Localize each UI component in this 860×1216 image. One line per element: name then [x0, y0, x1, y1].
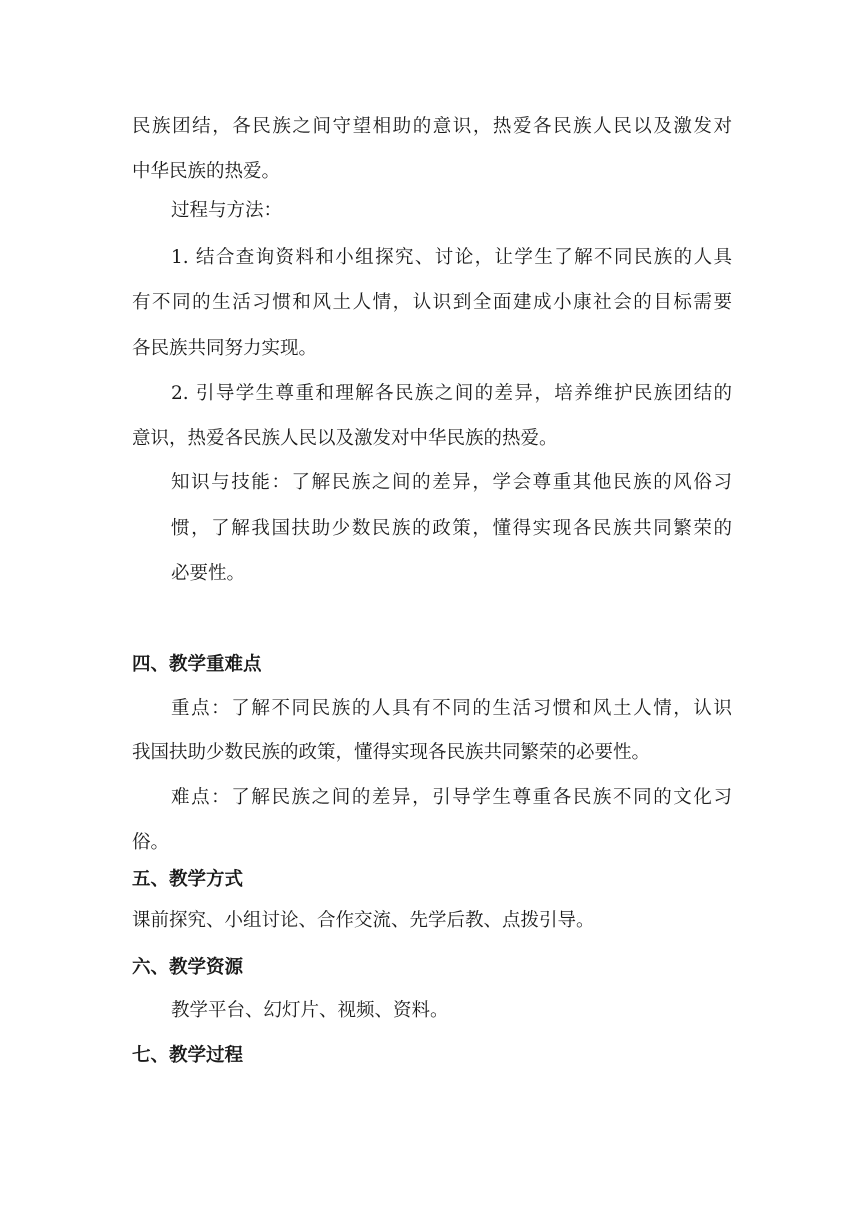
text-line: 知识与技能：了解民族之间的差异，学会尊重其他民族的风俗习 [171, 472, 732, 493]
section-heading-4: 四、教学重难点 [132, 654, 262, 675]
section-heading-7: 七、教学过程 [132, 1045, 244, 1066]
subheading-process-method: 过程与方法： [171, 200, 283, 221]
section-heading-6: 六、教学资源 [132, 957, 244, 978]
text-line: 难点：了解民族之间的差异，引导学生尊重各民族不同的文化习 [171, 787, 732, 808]
text-line: 2. 引导学生尊重和理解各民族之间的差异，培养维护民族团结的 [171, 383, 732, 404]
text-line: 1. 结合查询资料和小组探究、讨论，让学生了解不同民族的人具 [171, 247, 732, 268]
text-line: 民族团结，各民族之间守望相助的意识，热爱各民族人民以及激发对 [132, 116, 732, 137]
text-line: 课前探究、小组讨论、合作交流、先学后教、点拨引导。 [132, 910, 595, 931]
text-line: 各民族共同努力实现。 [132, 338, 318, 359]
text-line: 俗。 [132, 832, 170, 853]
text-line: 重点：了解不同民族的人具有不同的生活习惯和风土人情，认识 [171, 698, 732, 719]
text-line: 中华民族的热爱。 [132, 161, 281, 182]
text-line: 我国扶助少数民族的政策，懂得实现各民族共同繁荣的必要性。 [132, 742, 651, 763]
text-line: 意识，热爱各民族人民以及激发对中华民族的热爱。 [132, 428, 558, 449]
text-line: 必要性。 [171, 563, 246, 584]
text-line: 教学平台、幻灯片、视频、资料。 [171, 1000, 449, 1021]
section-heading-5: 五、教学方式 [132, 869, 244, 890]
text-line: 惯，了解我国扶助少数民族的政策，懂得实现各民族共同繁荣的 [171, 518, 732, 539]
text-line: 有不同的生活习惯和风土人情，认识到全面建成小康社会的目标需要 [132, 292, 732, 313]
